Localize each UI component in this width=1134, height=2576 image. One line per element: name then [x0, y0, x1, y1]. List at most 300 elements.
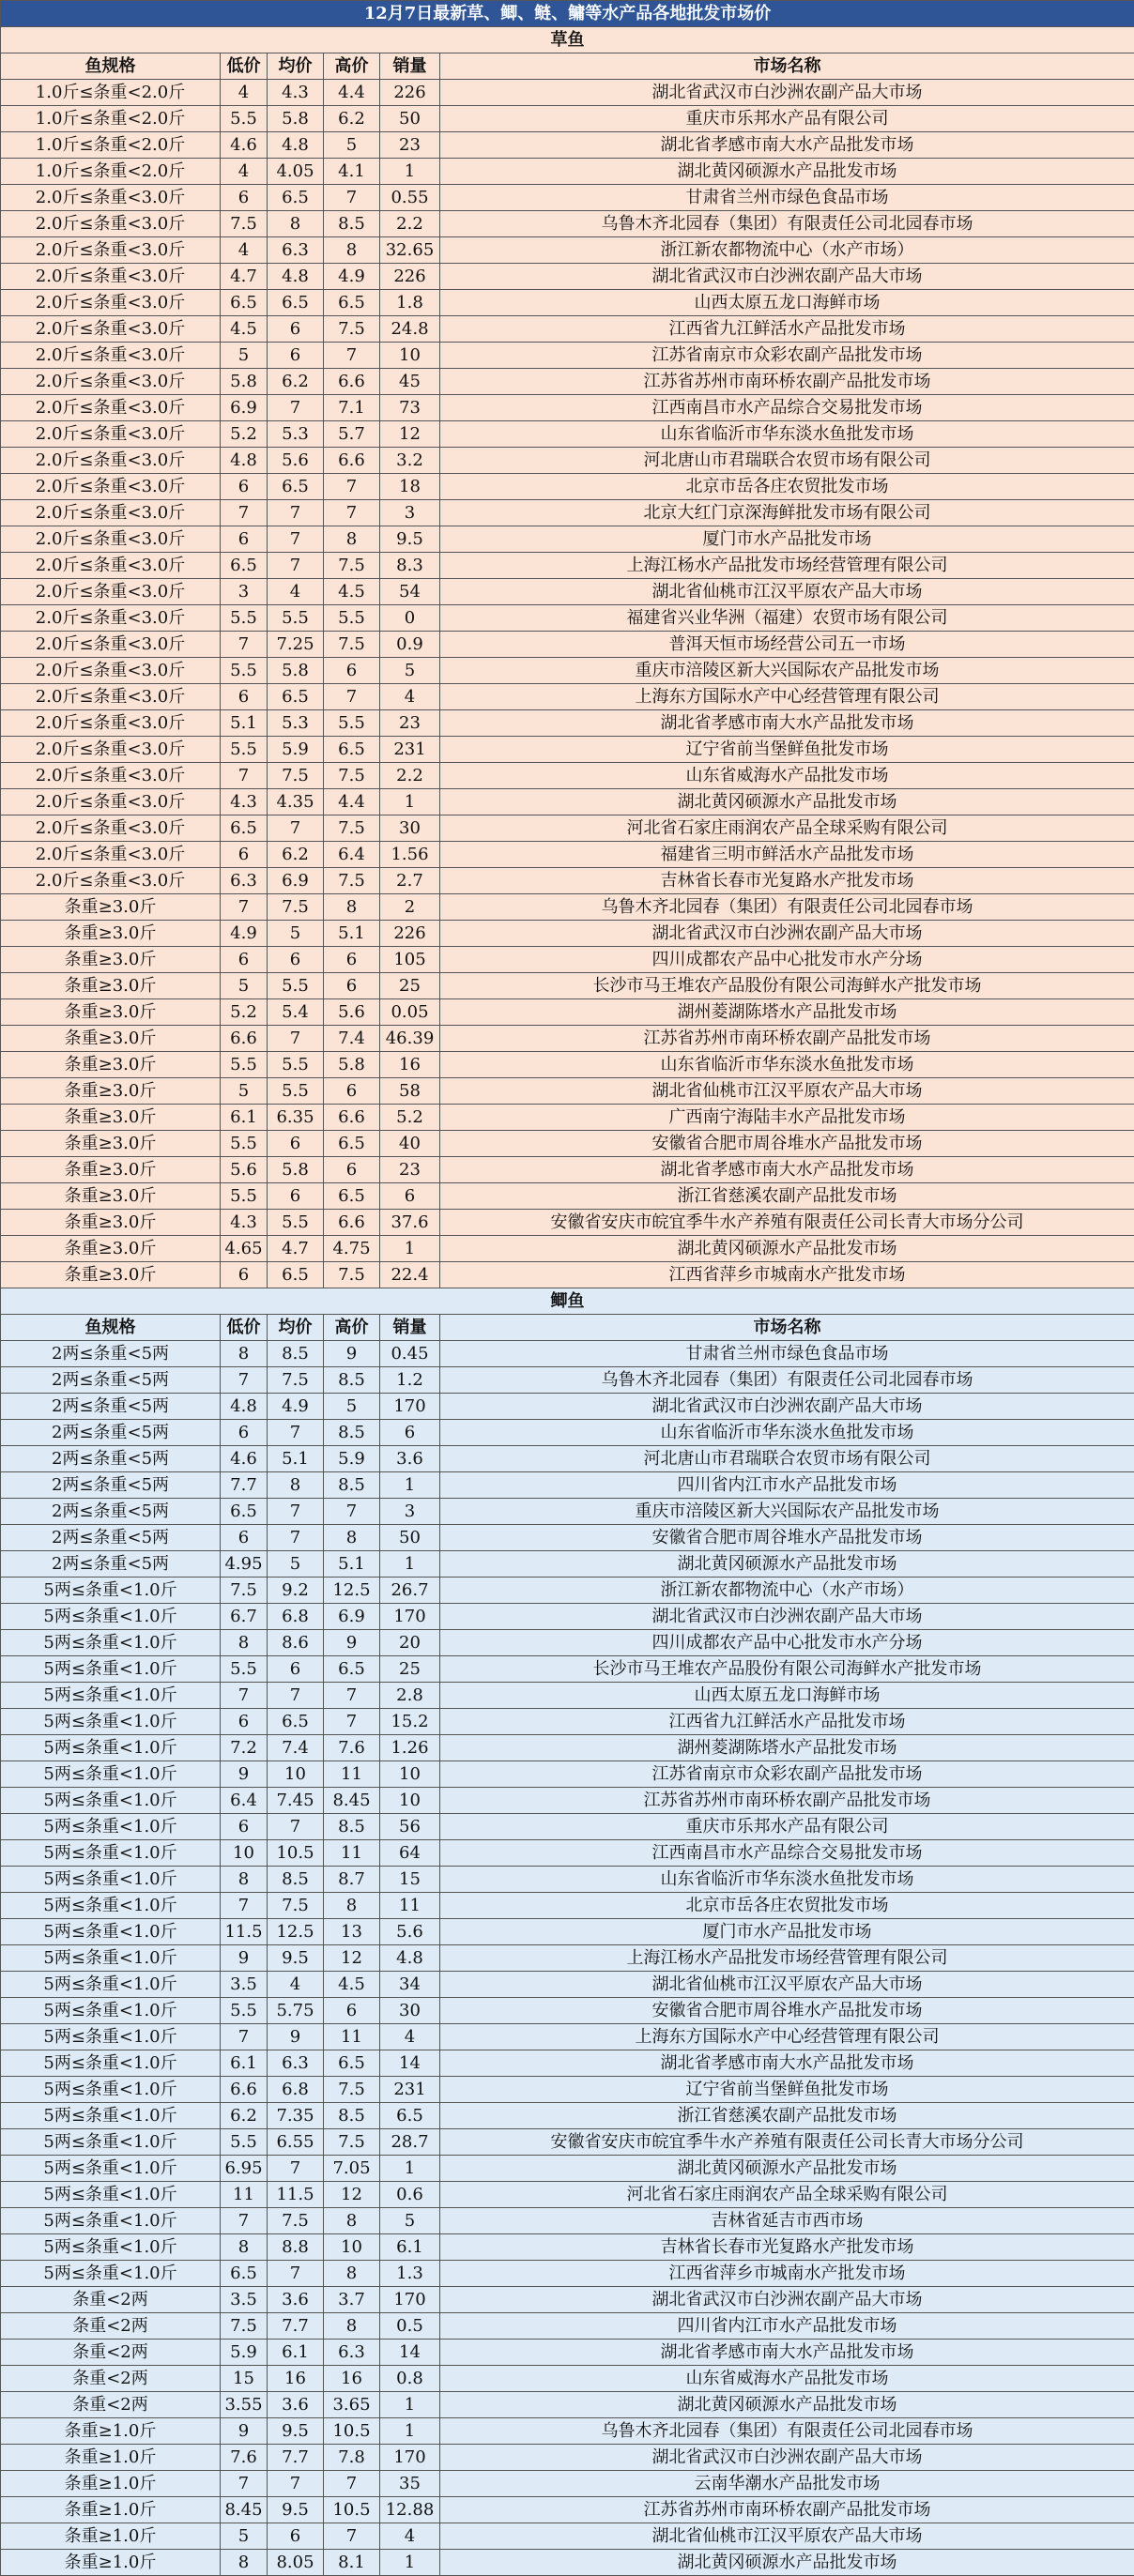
high-price-cell: 7 — [324, 1499, 380, 1525]
avg-price-cell: 6 — [268, 316, 324, 343]
volume-cell: 4 — [380, 2523, 440, 2550]
volume-cell: 16 — [380, 1052, 440, 1078]
table-row — [1, 290, 1134, 316]
low-price-cell: 6 — [221, 947, 268, 973]
spec-cell: 5两≤条重<1.0斤 — [1, 2024, 221, 2050]
spec-cell: 2两≤条重<5两 — [1, 1394, 221, 1420]
low-price-cell: 9 — [221, 2418, 268, 2445]
low-price-cell: 4.6 — [221, 1446, 268, 1472]
high-price-cell: 5.1 — [324, 921, 380, 947]
market-name-cell: 甘肃省兰州市绿色食品市场 — [440, 1341, 1134, 1367]
low-price-cell: 7 — [221, 2208, 268, 2234]
avg-price-cell: 7.5 — [268, 763, 324, 789]
avg-price-cell: 8 — [268, 211, 324, 237]
low-price-cell: 5.2 — [221, 999, 268, 1026]
market-name-cell: 上海东方国际水产中心经营管理有限公司 — [440, 684, 1134, 710]
table-row — [1, 474, 1134, 500]
table-row — [1, 2208, 1134, 2234]
table-row — [1, 1709, 1134, 1735]
avg-price-cell: 7.7 — [268, 2445, 324, 2471]
volume-cell: 105 — [380, 947, 440, 973]
spec-cell: 条重≥3.0斤 — [1, 973, 221, 999]
avg-price-cell: 3.6 — [268, 2287, 324, 2313]
spec-cell: 2.0斤≤条重<3.0斤 — [1, 763, 221, 789]
volume-cell: 1.56 — [380, 842, 440, 868]
market-name-cell: 乌鲁木齐北园春（集团）有限责任公司北园春市场 — [440, 2418, 1134, 2445]
market-name-cell: 重庆市涪陵区新大兴国际农产品批发市场 — [440, 658, 1134, 684]
high-price-cell: 8.5 — [324, 1367, 380, 1394]
high-price-cell: 7 — [324, 684, 380, 710]
table-row — [1, 1972, 1134, 1998]
volume-cell: 8.3 — [380, 553, 440, 579]
market-name-cell: 乌鲁木齐北园春（集团）有限责任公司北园春市场 — [440, 894, 1134, 921]
spec-cell: 条重≥1.0斤 — [1, 2523, 221, 2550]
high-price-cell: 7.5 — [324, 632, 380, 658]
high-price-cell: 7.1 — [324, 395, 380, 421]
low-price-cell: 5.5 — [221, 1183, 268, 1210]
table-row — [1, 1735, 1134, 1761]
market-name-cell: 四川省内江市水产品批发市场 — [440, 1472, 1134, 1499]
table-row — [1, 1367, 1134, 1394]
low-price-cell: 7 — [221, 2024, 268, 2050]
avg-price-cell: 4 — [268, 579, 324, 605]
low-price-cell: 5 — [221, 2523, 268, 2550]
avg-price-cell: 6.35 — [268, 1105, 324, 1131]
volume-cell: 18 — [380, 474, 440, 500]
spec-cell: 2.0斤≤条重<3.0斤 — [1, 185, 221, 211]
high-price-cell: 4.5 — [324, 579, 380, 605]
volume-cell: 15 — [380, 1867, 440, 1893]
avg-price-cell: 9.5 — [268, 2497, 324, 2523]
spec-cell: 条重≥3.0斤 — [1, 1026, 221, 1052]
avg-price-cell: 5.9 — [268, 737, 324, 763]
market-name-cell: 山东省临沂市华东淡水鱼批发市场 — [440, 1867, 1134, 1893]
table-row — [1, 185, 1134, 211]
avg-price-cell: 7 — [268, 500, 324, 526]
spec-cell: 5两≤条重<1.0斤 — [1, 1761, 221, 1788]
low-price-cell: 6.2 — [221, 2103, 268, 2129]
table-row — [1, 894, 1134, 921]
low-price-cell: 5.5 — [221, 106, 268, 132]
spec-cell: 条重≥3.0斤 — [1, 999, 221, 1026]
high-price-cell: 6.5 — [324, 1656, 380, 1683]
section-title: 草鱼 — [1, 27, 1134, 53]
avg-price-cell: 7.25 — [268, 632, 324, 658]
low-price-cell: 3.5 — [221, 1972, 268, 1998]
avg-price-cell: 16 — [268, 2366, 324, 2392]
avg-price-cell: 5.6 — [268, 448, 324, 474]
high-price-cell: 8 — [324, 1893, 380, 1919]
volume-cell: 231 — [380, 737, 440, 763]
high-price-cell: 8.45 — [324, 1788, 380, 1814]
volume-cell: 40 — [380, 1131, 440, 1157]
table-row — [1, 1525, 1134, 1551]
high-price-cell: 12 — [324, 2182, 380, 2208]
low-price-cell: 8 — [221, 1867, 268, 1893]
volume-cell: 23 — [380, 1157, 440, 1183]
market-name-cell: 吉林省长春市光复路水产批发市场 — [440, 2234, 1134, 2261]
low-price-cell: 4.5 — [221, 316, 268, 343]
high-price-cell: 6.2 — [324, 106, 380, 132]
market-name-cell: 上海东方国际水产中心经营管理有限公司 — [440, 2024, 1134, 2050]
market-name-cell: 长沙市马王堆农产品股份有限公司海鲜水产批发市场 — [440, 973, 1134, 999]
spec-cell: 2.0斤≤条重<3.0斤 — [1, 737, 221, 763]
low-price-cell: 6.5 — [221, 553, 268, 579]
table-row — [1, 2234, 1134, 2261]
market-name-cell: 湖北省武汉市白沙洲农副产品大市场 — [440, 2287, 1134, 2313]
low-price-cell: 5.5 — [221, 605, 268, 632]
spec-cell: 条重≥1.0斤 — [1, 2418, 221, 2445]
spec-cell: 1.0斤≤条重<2.0斤 — [1, 80, 221, 106]
avg-price-cell: 8.05 — [268, 2550, 324, 2576]
table-row — [1, 1183, 1134, 1210]
high-price-cell: 6.6 — [324, 369, 380, 395]
market-name-cell: 四川省内江市水产品批发市场 — [440, 2313, 1134, 2340]
volume-cell: 10 — [380, 343, 440, 369]
column-header-volume: 销量 — [380, 53, 440, 80]
table-row — [1, 132, 1134, 159]
market-name-cell: 浙江省慈溪农副产品批发市场 — [440, 2103, 1134, 2129]
volume-cell: 5 — [380, 2208, 440, 2234]
spec-cell: 5两≤条重<1.0斤 — [1, 1709, 221, 1735]
high-price-cell: 8 — [324, 894, 380, 921]
table-row — [1, 1262, 1134, 1288]
market-name-cell: 山东省威海水产品批发市场 — [440, 2366, 1134, 2392]
table-row — [1, 80, 1134, 106]
volume-cell: 1 — [380, 2550, 440, 2576]
table-row — [1, 1840, 1134, 1867]
table-row — [1, 658, 1134, 684]
table-row — [1, 1788, 1134, 1814]
table-row — [1, 1446, 1134, 1472]
market-name-cell: 湖北省武汉市白沙洲农副产品大市场 — [440, 264, 1134, 290]
table-row — [1, 1341, 1134, 1367]
market-name-cell: 云南华潮水产品批发市场 — [440, 2471, 1134, 2497]
table-row — [1, 789, 1134, 815]
column-header-market-name: 市场名称 — [440, 53, 1134, 80]
volume-cell: 1.26 — [380, 1735, 440, 1761]
low-price-cell: 6.3 — [221, 868, 268, 894]
low-price-cell: 6 — [221, 684, 268, 710]
table-row — [1, 1499, 1134, 1525]
high-price-cell: 12.5 — [324, 1578, 380, 1604]
market-name-cell: 辽宁省前当堡鲜鱼批发市场 — [440, 2077, 1134, 2103]
table-row — [1, 842, 1134, 868]
avg-price-cell: 6.2 — [268, 842, 324, 868]
table-row — [1, 1026, 1134, 1052]
market-name-cell: 山东省临沂市华东淡水鱼批发市场 — [440, 421, 1134, 448]
high-price-cell: 7 — [324, 1683, 380, 1709]
spec-cell: 5两≤条重<1.0斤 — [1, 1604, 221, 1630]
avg-price-cell: 4.05 — [268, 159, 324, 185]
avg-price-cell: 7 — [268, 2261, 324, 2287]
market-name-cell: 上海江杨水产品批发市场经营管理有限公司 — [440, 553, 1134, 579]
spec-cell: 2.0斤≤条重<3.0斤 — [1, 448, 221, 474]
table-row — [1, 2050, 1134, 2077]
low-price-cell: 5 — [221, 343, 268, 369]
high-price-cell: 6.5 — [324, 737, 380, 763]
low-price-cell: 7 — [221, 1683, 268, 1709]
table-row — [1, 2313, 1134, 2340]
low-price-cell: 9 — [221, 1761, 268, 1788]
market-name-cell: 江西省萍乡市城南水产批发市场 — [440, 1262, 1134, 1288]
spec-cell: 条重≥3.0斤 — [1, 1052, 221, 1078]
spec-cell: 条重<2两 — [1, 2366, 221, 2392]
high-price-cell: 7.8 — [324, 2445, 380, 2471]
high-price-cell: 7 — [324, 185, 380, 211]
avg-price-cell: 4.9 — [268, 1394, 324, 1420]
avg-price-cell: 9.2 — [268, 1578, 324, 1604]
avg-price-cell: 5.5 — [268, 973, 324, 999]
table-row — [1, 737, 1134, 763]
spec-cell: 5两≤条重<1.0斤 — [1, 1840, 221, 1867]
high-price-cell: 11 — [324, 1761, 380, 1788]
avg-price-cell: 6.3 — [268, 2050, 324, 2077]
table-row — [1, 237, 1134, 264]
table-row — [1, 1945, 1134, 1972]
table-row — [1, 1236, 1134, 1262]
avg-price-cell: 6.5 — [268, 684, 324, 710]
table-row — [1, 2523, 1134, 2550]
low-price-cell: 4 — [221, 80, 268, 106]
avg-price-cell: 4.8 — [268, 264, 324, 290]
table-row — [1, 2261, 1134, 2287]
market-name-cell: 江苏省苏州市南环桥农副产品批发市场 — [440, 1788, 1134, 1814]
high-price-cell: 11 — [324, 1840, 380, 1867]
avg-price-cell: 6.5 — [268, 474, 324, 500]
avg-price-cell: 6.2 — [268, 369, 324, 395]
low-price-cell: 6.6 — [221, 1026, 268, 1052]
spec-cell: 2.0斤≤条重<3.0斤 — [1, 290, 221, 316]
table-row — [1, 2550, 1134, 2576]
low-price-cell: 8 — [221, 1630, 268, 1656]
market-name-cell: 浙江新农都物流中心（水产市场） — [440, 1578, 1134, 1604]
avg-price-cell: 5.5 — [268, 1078, 324, 1105]
avg-price-cell: 7 — [268, 1420, 324, 1446]
low-price-cell: 5.9 — [221, 2340, 268, 2366]
market-name-cell: 湖北黄冈硕源水产品批发市场 — [440, 1236, 1134, 1262]
market-name-cell: 四川成都农产品中心批发市水产分场 — [440, 947, 1134, 973]
market-name-cell: 湖州菱湖陈塔水产品批发市场 — [440, 1735, 1134, 1761]
table-row — [1, 264, 1134, 290]
volume-cell: 46.39 — [380, 1026, 440, 1052]
section-title: 鲫鱼 — [1, 1288, 1134, 1315]
avg-price-cell: 6.5 — [268, 290, 324, 316]
market-name-cell: 江苏省苏州市南环桥农副产品批发市场 — [440, 369, 1134, 395]
high-price-cell: 7 — [324, 2471, 380, 2497]
avg-price-cell: 6 — [268, 1656, 324, 1683]
volume-cell: 226 — [380, 921, 440, 947]
table-row — [1, 106, 1134, 132]
spec-cell: 2.0斤≤条重<3.0斤 — [1, 474, 221, 500]
spec-cell: 2两≤条重<5两 — [1, 1341, 221, 1367]
avg-price-cell: 7 — [268, 395, 324, 421]
spec-cell: 5两≤条重<1.0斤 — [1, 2261, 221, 2287]
column-header-high-price: 高价 — [324, 1315, 380, 1341]
high-price-cell: 5 — [324, 1394, 380, 1420]
high-price-cell: 4.75 — [324, 1236, 380, 1262]
column-header-spec: 鱼规格 — [1, 1315, 221, 1341]
high-price-cell: 8 — [324, 2261, 380, 2287]
table-row — [1, 395, 1134, 421]
low-price-cell: 15 — [221, 2366, 268, 2392]
spec-cell: 条重≥3.0斤 — [1, 1078, 221, 1105]
table-row — [1, 973, 1134, 999]
spec-cell: 2.0斤≤条重<3.0斤 — [1, 211, 221, 237]
market-name-cell: 山西太原五龙口海鲜市场 — [440, 1683, 1134, 1709]
market-name-cell: 重庆市乐邦水产品有限公司 — [440, 1814, 1134, 1840]
column-header-spec: 鱼规格 — [1, 53, 221, 80]
low-price-cell: 3 — [221, 579, 268, 605]
volume-cell: 32.65 — [380, 237, 440, 264]
market-name-cell: 河北唐山市君瑞联合农贸市场有限公司 — [440, 448, 1134, 474]
table-row — [1, 1420, 1134, 1446]
high-price-cell: 6.9 — [324, 1604, 380, 1630]
high-price-cell: 7 — [324, 343, 380, 369]
volume-cell: 170 — [380, 2287, 440, 2313]
low-price-cell: 6 — [221, 1709, 268, 1735]
market-name-cell: 辽宁省前当堡鲜鱼批发市场 — [440, 737, 1134, 763]
low-price-cell: 6.1 — [221, 1105, 268, 1131]
table-row — [1, 1919, 1134, 1945]
avg-price-cell: 12.5 — [268, 1919, 324, 1945]
low-price-cell: 6.5 — [221, 1499, 268, 1525]
table-row — [1, 2392, 1134, 2418]
volume-cell: 10 — [380, 1788, 440, 1814]
market-name-cell: 厦门市水产品批发市场 — [440, 1919, 1134, 1945]
volume-cell: 1 — [380, 1236, 440, 1262]
page-title: 12月7日最新草、鲫、鲢、鳙等水产品各地批发市场价 — [1, 1, 1134, 27]
spec-cell: 5两≤条重<1.0斤 — [1, 1656, 221, 1683]
spec-cell: 2两≤条重<5两 — [1, 1367, 221, 1394]
high-price-cell: 5 — [324, 132, 380, 159]
spec-cell: 条重<2两 — [1, 2313, 221, 2340]
table-row — [1, 2182, 1134, 2208]
market-name-cell: 江西省萍乡市城南水产批发市场 — [440, 2261, 1134, 2287]
volume-cell: 20 — [380, 1630, 440, 1656]
avg-price-cell: 7.4 — [268, 1735, 324, 1761]
spec-cell: 1.0斤≤条重<2.0斤 — [1, 159, 221, 185]
spec-cell: 2.0斤≤条重<3.0斤 — [1, 343, 221, 369]
avg-price-cell: 6.5 — [268, 185, 324, 211]
volume-cell: 22.4 — [380, 1262, 440, 1288]
high-price-cell: 12 — [324, 1945, 380, 1972]
spec-cell: 条重≥3.0斤 — [1, 921, 221, 947]
low-price-cell: 5.5 — [221, 1656, 268, 1683]
low-price-cell: 7 — [221, 1893, 268, 1919]
avg-price-cell: 7.5 — [268, 894, 324, 921]
volume-cell: 0.9 — [380, 632, 440, 658]
column-header-volume: 销量 — [380, 1315, 440, 1341]
avg-price-cell: 6.5 — [268, 1709, 324, 1735]
low-price-cell: 6.6 — [221, 2077, 268, 2103]
spec-cell: 5两≤条重<1.0斤 — [1, 1788, 221, 1814]
volume-cell: 1 — [380, 789, 440, 815]
high-price-cell: 8 — [324, 1525, 380, 1551]
table-row — [1, 579, 1134, 605]
spec-cell: 条重≥1.0斤 — [1, 2471, 221, 2497]
volume-cell: 170 — [380, 1394, 440, 1420]
volume-cell: 9.5 — [380, 526, 440, 553]
spec-cell: 条重≥1.0斤 — [1, 2445, 221, 2471]
volume-cell: 56 — [380, 1814, 440, 1840]
avg-price-cell: 7.35 — [268, 2103, 324, 2129]
spec-cell: 5两≤条重<1.0斤 — [1, 2234, 221, 2261]
avg-price-cell: 7 — [268, 553, 324, 579]
spec-cell: 1.0斤≤条重<2.0斤 — [1, 106, 221, 132]
market-name-cell: 北京市岳各庄农贸批发市场 — [440, 474, 1134, 500]
high-price-cell: 7.5 — [324, 1262, 380, 1288]
low-price-cell: 6.1 — [221, 2050, 268, 2077]
high-price-cell: 6 — [324, 973, 380, 999]
volume-cell: 3.6 — [380, 1446, 440, 1472]
low-price-cell: 6.9 — [221, 395, 268, 421]
spec-cell: 条重<2两 — [1, 2340, 221, 2366]
spec-cell: 条重≥1.0斤 — [1, 2497, 221, 2523]
spec-cell: 2.0斤≤条重<3.0斤 — [1, 815, 221, 842]
low-price-cell: 6 — [221, 1420, 268, 1446]
high-price-cell: 8.5 — [324, 1472, 380, 1499]
volume-cell: 26.7 — [380, 1578, 440, 1604]
market-name-cell: 湖北黄冈硕源水产品批发市场 — [440, 2156, 1134, 2182]
spec-cell: 2两≤条重<5两 — [1, 1525, 221, 1551]
avg-price-cell: 8 — [268, 1472, 324, 1499]
high-price-cell: 6.6 — [324, 1105, 380, 1131]
market-name-cell: 江西省九江鲜活水产品批发市场 — [440, 1709, 1134, 1735]
high-price-cell: 4.4 — [324, 789, 380, 815]
volume-cell: 12.88 — [380, 2497, 440, 2523]
volume-cell: 1 — [380, 2392, 440, 2418]
avg-price-cell: 4.35 — [268, 789, 324, 815]
spec-cell: 2.0斤≤条重<3.0斤 — [1, 553, 221, 579]
spec-cell: 2两≤条重<5两 — [1, 1472, 221, 1499]
high-price-cell: 7.5 — [324, 763, 380, 789]
market-name-cell: 湖北省武汉市白沙洲农副产品大市场 — [440, 921, 1134, 947]
volume-cell: 0.05 — [380, 999, 440, 1026]
table-row — [1, 1630, 1134, 1656]
spec-cell: 2两≤条重<5两 — [1, 1446, 221, 1472]
spec-cell: 条重≥3.0斤 — [1, 1105, 221, 1131]
spec-cell: 条重≥3.0斤 — [1, 1157, 221, 1183]
market-name-cell: 湖北省武汉市白沙洲农副产品大市场 — [440, 80, 1134, 106]
column-header-avg-price: 均价 — [268, 53, 324, 80]
high-price-cell: 7.5 — [324, 868, 380, 894]
volume-cell: 25 — [380, 1656, 440, 1683]
table-row — [1, 159, 1134, 185]
avg-price-cell: 6.1 — [268, 2340, 324, 2366]
section-row-crucian — [1, 1288, 1134, 1315]
spec-cell: 2.0斤≤条重<3.0斤 — [1, 526, 221, 553]
market-name-cell: 福建省兴业华洲（福建）农贸市场有限公司 — [440, 605, 1134, 632]
volume-cell: 58 — [380, 1078, 440, 1105]
spec-cell: 5两≤条重<1.0斤 — [1, 2182, 221, 2208]
avg-price-cell: 4.7 — [268, 1236, 324, 1262]
volume-cell: 0 — [380, 605, 440, 632]
volume-cell: 14 — [380, 2340, 440, 2366]
high-price-cell: 8 — [324, 2208, 380, 2234]
table-row — [1, 1052, 1134, 1078]
low-price-cell: 6 — [221, 1262, 268, 1288]
high-price-cell: 5.5 — [324, 710, 380, 737]
spec-cell: 2两≤条重<5两 — [1, 1420, 221, 1446]
volume-cell: 54 — [380, 579, 440, 605]
low-price-cell: 5.2 — [221, 421, 268, 448]
table-row — [1, 2103, 1134, 2129]
high-price-cell: 6.5 — [324, 1183, 380, 1210]
high-price-cell: 6.4 — [324, 842, 380, 868]
volume-cell: 226 — [380, 80, 440, 106]
volume-cell: 73 — [380, 395, 440, 421]
